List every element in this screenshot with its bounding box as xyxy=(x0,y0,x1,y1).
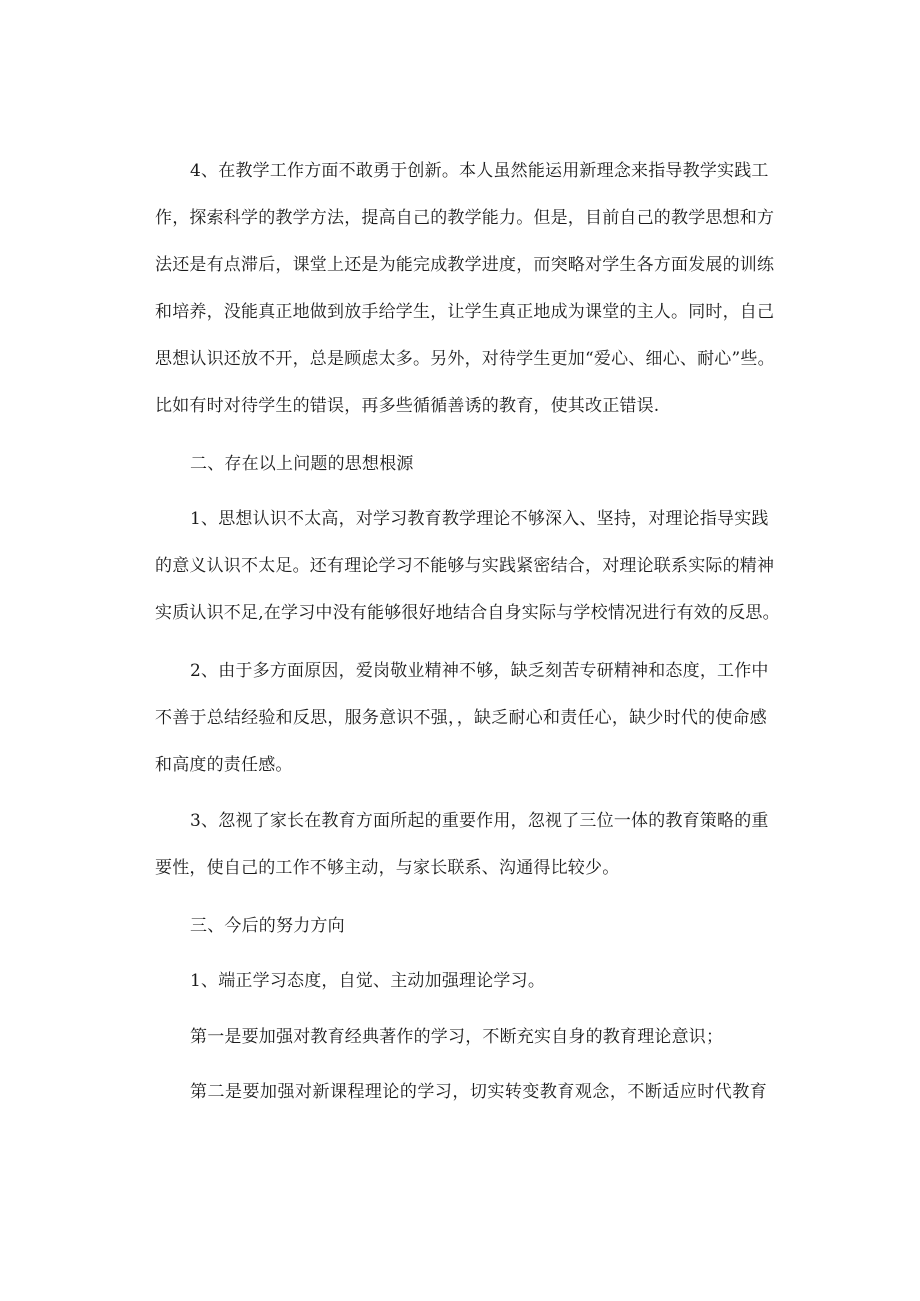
paragraph-study-attitude: 1、端正学习态度，自觉、主动加强理论学习。 xyxy=(190,971,546,991)
paragraph-second-point: 第二是要加强对新课程理论的学习，切实转变教育观念，不断适应时代教育 xyxy=(190,1082,767,1102)
text-line: 的意义认识不太足。还有理论学习不能够与实践紧密结合，对理论联系实际的精神 xyxy=(155,556,775,576)
text-line: 和培养，没能真正地做到放手给学生，让学生真正地成为课堂的主人。同时，自己 xyxy=(155,302,775,322)
text-line: 和高度的责任感。 xyxy=(155,755,293,775)
text-line: 3、忽视了家长在教育方面所起的重要作用，忽视了三位一体的教育策略的重 xyxy=(190,811,769,831)
text-line: 4、在教学工作方面不敢勇于创新。本人虽然能运用新理念来指导教学实践工 xyxy=(190,161,769,181)
text-line: 作，探索科学的教学方法，提高自己的教学能力。但是，目前自己的教学思想和方 xyxy=(155,208,775,228)
text-line: 2、由于多方面原因，爱岗敬业精神不够，缺乏刻苦专研精神和态度，工作中 xyxy=(190,661,769,681)
text-line: 不善于总结经验和反思，服务意识不强，，缺乏耐心和责任心，缺少时代的使命感 xyxy=(155,708,767,728)
text-line: 实质认识不足,在学习中没有能够很好地结合自身实际与学校情况进行有效的反思。 xyxy=(155,603,780,623)
text-line: 1、思想认识不太高，对学习教育教学理论不够深入、坚持，对理论指导实践 xyxy=(190,509,769,529)
text-line: 要性，使自己的工作不够主动，与家长联系、沟通得比较少。 xyxy=(155,858,620,878)
text-line: 比如有时对待学生的错误，再多些循循善诱的教育，使其改正错误. xyxy=(155,396,660,416)
paragraph-first-point: 第一是要加强对教育经典著作的学习，不断充实自身的教育理论意识； xyxy=(190,1027,724,1047)
section-heading-root-causes: 二、存在以上问题的思想根源 xyxy=(190,454,414,474)
section-heading-future-direction: 三、今后的努力方向 xyxy=(190,916,345,936)
text-line: 法还是有点滞后，课堂上还是为能完成教学进度，而突略对学生各方面发展的训练 xyxy=(155,255,775,275)
text-line: 思想认识还放不开，总是顾虑太多。另外，对待学生更加“爱心、细心、耐心”些。 xyxy=(155,349,775,369)
